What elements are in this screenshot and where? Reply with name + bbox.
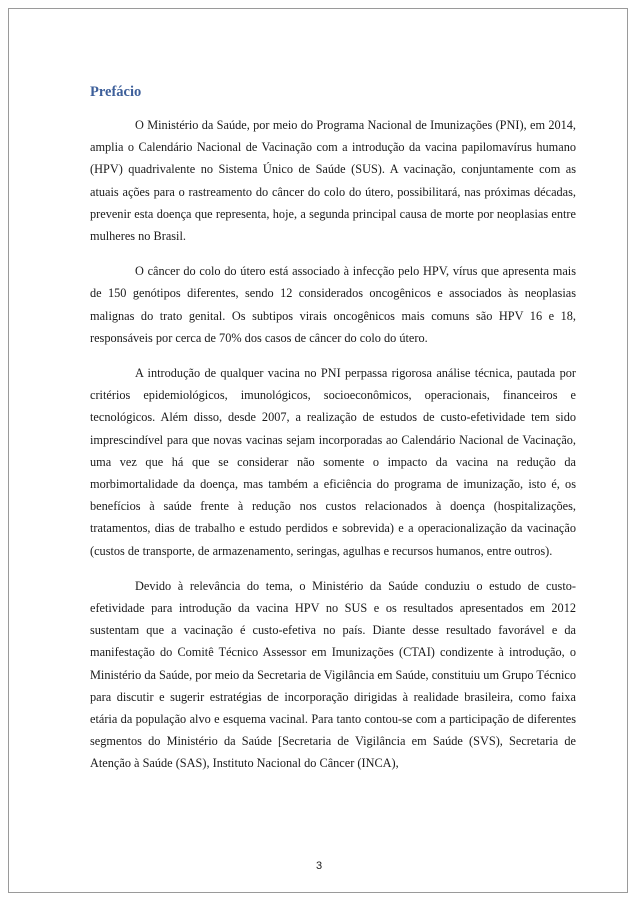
document-body [90,82,576,788]
paragraph-3: A introdução de qualquer vacina no PNI perpassa rigorosa análise técnica, pautada por critérios epidemiológicos, imunológicos, socioeconômicos, operacionais, financeiros e tecnológicos. Além disso, desde 2007, a realização de estudos de custo-efetividade tem sido imprescindível para que novas vacinas sejam incorporadas ao Calendário Nacional de Vacinação, uma vez que há que se considerar não somente o impacto da vacina na redução da morbimortalidade da doença, mas também a eficiência do programa de imunização, isto é, os benefícios à saúde frente à redução nos custos relacionados à doença (hospitalizações, tratamentos, dias de trabalho e estudo perdidos e sobrevida) e a operacionalização da vacinação (custos de transporte, de armazenamento, seringas, agulhas e recursos humanos, entre outros). [90,366,576,558]
page-number: 3 [315,860,323,872]
paragraph-1: O Ministério da Saúde, por meio do Programa Nacional de Imunizações (PNI), em 2014, amplia o Calendário Nacional de Vacinação com a introdução da vacina papilomavírus humano (HPV) quadrivalente no Sistema Único de Saúde (SUS). A vacinação, conjuntamente com as atuais ações para o rastreamento do câncer do colo do útero, possibilitará, nas próximas décadas, prevenir esta doença que representa, hoje, a segunda principal causa de morte por neoplasias entre mulheres no Brasil. [90,118,576,244]
paragraph-2: O câncer do colo do útero está associado à infecção pelo HPV, vírus que apresenta mais de 150 genótipos diferentes, sendo 12 considerados oncogênicos e associados às neoplasias malignas do trato genital. Os subtipos virais oncogênicos mais comuns são HPV 16 e 18, responsáveis por cerca de 70% dos casos de câncer do colo do útero. [90,264,576,345]
paragraph-4: Devido à relevância do tema, o Ministério da Saúde conduziu o estudo de custo-efetividade para introdução da vacina HPV no SUS e os resultados apresentados em 2012 sustentam que a vacinação é custo-efetiva no país. Diante desse resultado favorável e da manifestação do Comitê Técnico Assessor em Imunizações (CTAI) condizente à introdução, o Ministério da Saúde, por meio da Secretaria de Vigilância em Saúde, constituiu um Grupo Técnico para discutir e sugerir estratégias de incorporação dirigidas à realidade brasileira, como faixa etária da população alvo e esquema vacinal. Para tanto contou-se com a participação de diferentes segmentos do Ministério da Saúde [Secretaria de Vigilância em Saúde (SVS), Secretaria de Atenção à Saúde (SAS), Instituto Nacional do Câncer (INCA), [90,578,576,771]
section-title: Prefácio [90,84,142,100]
